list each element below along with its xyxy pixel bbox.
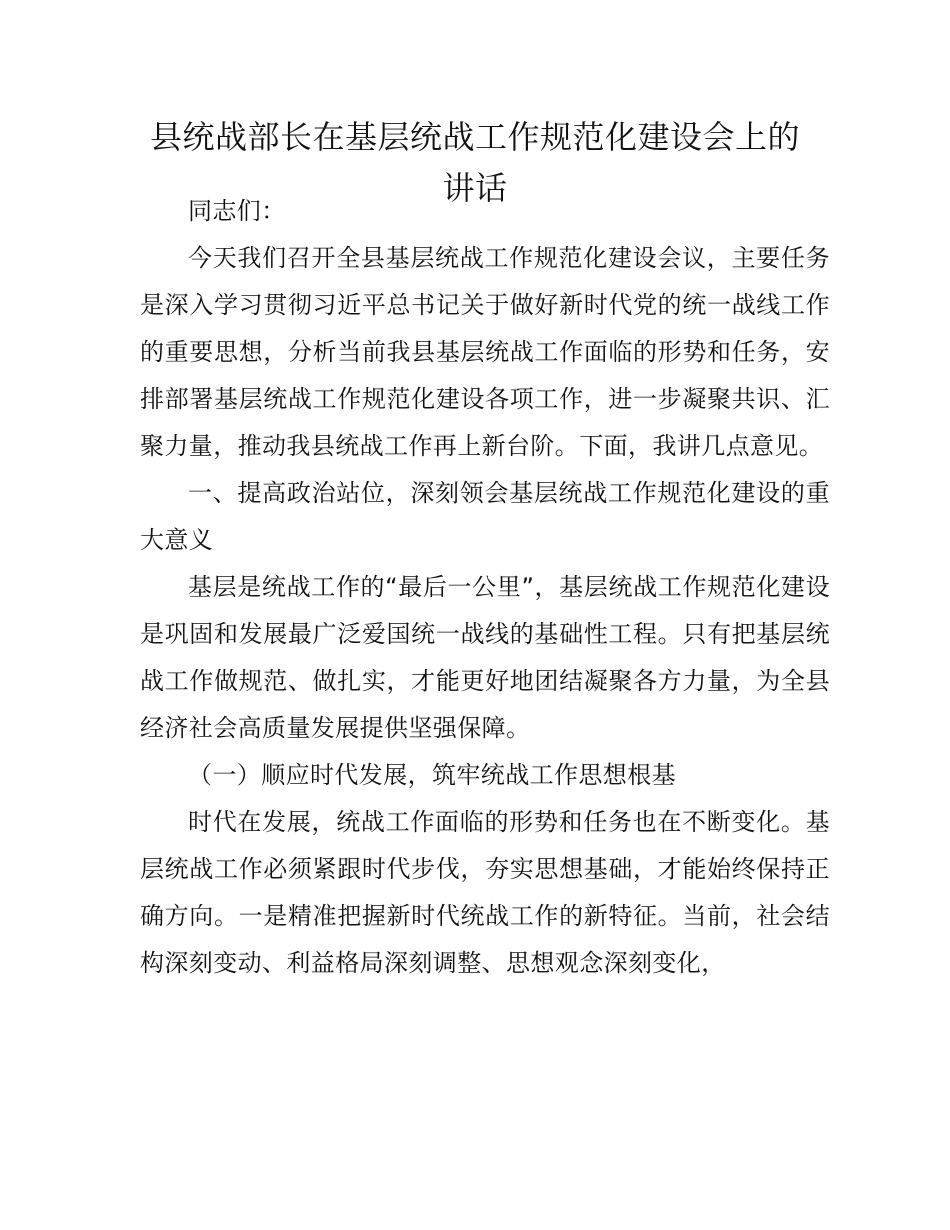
subsection-1-paragraph: 时代在发展，统战工作面临的形势和任务也在不断变化。基层统战工作必须紧跟时代步伐，夯实思想基础，才能始终保持正确方向。一是精准把握新时代统战工作的新特征。当前，社会结构深刻变动、利益格局深刻调整、思想观念深刻变化， bbox=[140, 808, 830, 977]
intro-paragraph: 今天我们召开全县基层统战工作规范化建设会议，主要任务是深入学习贯彻习近平总书记关于做好新时代党的统一战线工作的重要思想，分析当前我县基层统战工作面临的形势和任务，安排部署基层统战工作规范化建设各项工作，进一步凝聚共识、汇聚力量，推动我县统战工作再上新台阶。下面，我讲几点意见。 bbox=[140, 244, 830, 460]
section-heading-1: 一、提高政治站位，深刻领会基层统战工作规范化建设的重大意义 bbox=[140, 479, 830, 554]
section-1-paragraph: 基层是统战工作的“最后一公里”，基层统战工作规范化建设是巩固和发展最广泛爱国统一战线的基础性工程。只有把基层统战工作做规范、做扎实，才能更好地团结凝聚各方力量，为全县经济社会高质量发展提供坚强保障。 bbox=[140, 573, 830, 742]
document-title: 县统战部长在基层统战工作规范化建设会上的讲话 bbox=[149, 118, 800, 207]
salutation-paragraph: 同志们： bbox=[188, 197, 286, 225]
document-body bbox=[140, 188, 830, 987]
subsection-heading-1: （一）顺应时代发展，筑牢统战工作思想根基 bbox=[188, 761, 676, 789]
